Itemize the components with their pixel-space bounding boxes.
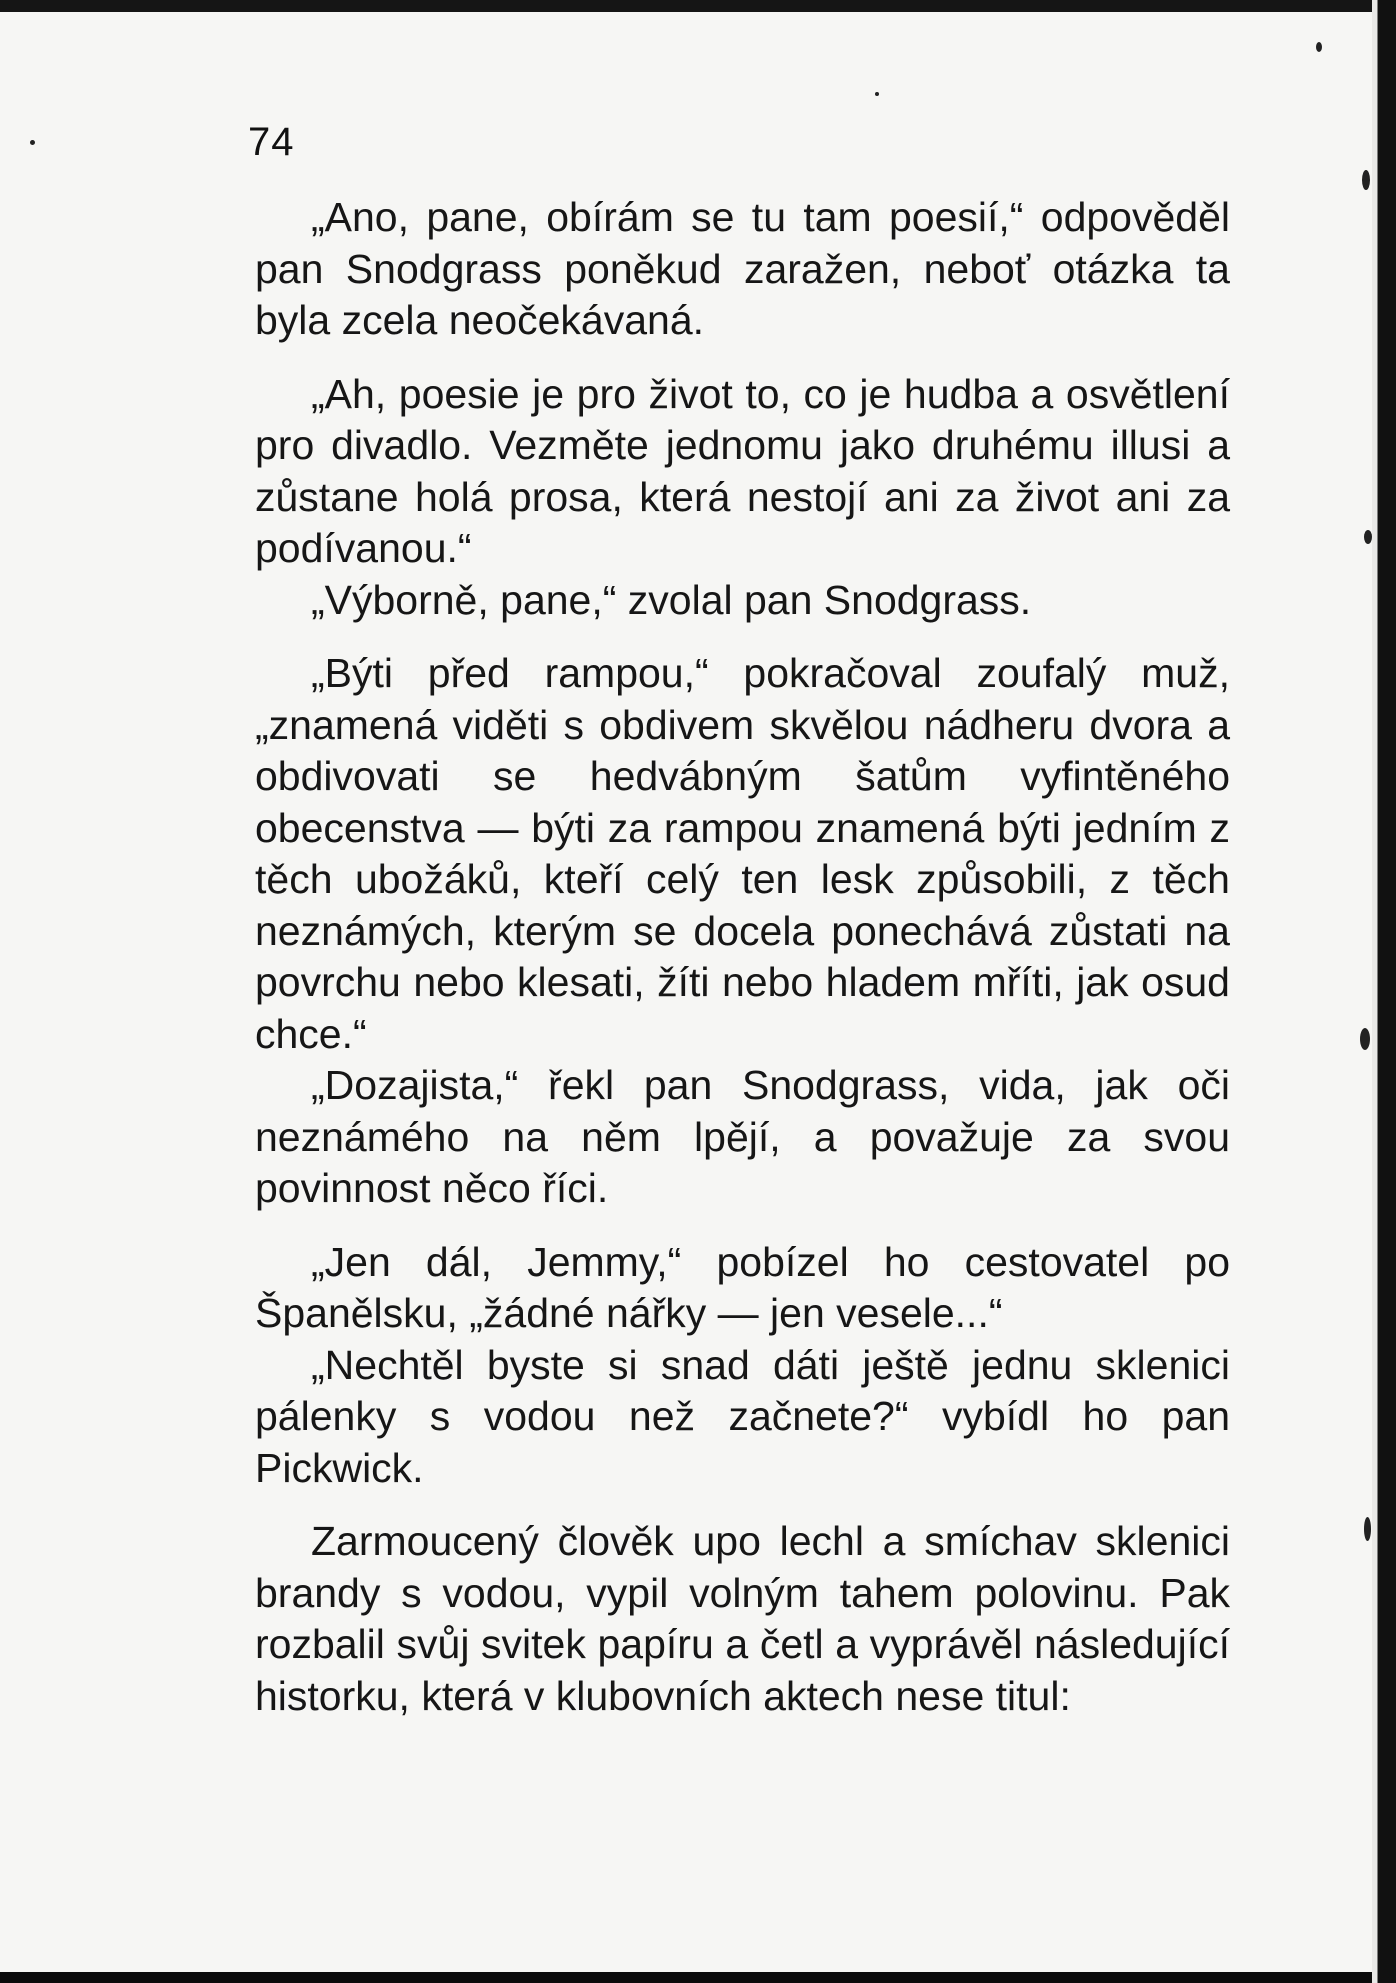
paragraph: „Výborně, pane,“ zvolal pan Snodgrass.	[311, 576, 1032, 623]
scan-speck	[30, 140, 35, 145]
paragraph: „Ano, pane, obírám se tu tam poesií,“ odpověděl pan Snodgrass poněkud zaražen, neboť otázka ta byla zcela neočekávaná.	[255, 194, 1230, 343]
scan-speck	[1362, 170, 1370, 190]
scan-speck	[1364, 530, 1372, 544]
paragraph: „Jen dál, Jemmy,“ pobízel ho cestovatel po Španělsku, „žádné nářky — jen vesele...“	[255, 1238, 1230, 1336]
paragraph: „Ah, poesie je pro život to, co je hudba a osvětlení pro divadlo. Vezměte jednomu jako druhému illusi a zůstane holá prosa, která nestojí ani za život ani za podívanou.“	[255, 370, 1230, 571]
scan-speck	[1316, 42, 1322, 52]
scan-speck	[875, 92, 879, 96]
body-text	[255, 192, 1230, 1722]
paragraph: „Dozajista,“ řekl pan Snodgrass, vida, jak oči neznámého na něm lpějí, a považuje za svou povinnost něco říci.	[255, 1062, 1230, 1211]
scan-speck	[1364, 1517, 1371, 1541]
page-number: 74	[248, 120, 295, 164]
scan-right-border	[1372, 0, 1396, 1983]
paragraph: „Nechtěl byste si snad dáti ještě jednu sklenici pálenky s vodou než začnete?“ vybídl ho pan Pickwick.	[255, 1341, 1230, 1491]
scan-top-border	[0, 0, 1396, 12]
scan-speck	[1360, 1028, 1370, 1050]
book-page	[0, 12, 1372, 1972]
paragraph: Zarmoucený člověk upo lechl a smíchav sklenici brandy s vodou, vypil volným tahem polovinu. Pak rozbalil svůj svitek papíru a četl a vyprávěl následující historku, která v klubovních aktech nese titul:	[255, 1518, 1230, 1719]
paragraph: „Býti před rampou,“ pokračoval zoufalý muž, „znamená viděti s obdivem skvělou nádheru dvora a obdivovati se hedvábným šatům vyfintěného obecenstva — býti za rampou znamená býti jedním z těch ubožáků, kteří celý ten lesk způsobili, z těch neznámých, kterým se docela ponechává zůstati na povrchu nebo klesati, žíti nebo hladem mříti, jak osud chce.“	[255, 650, 1230, 1057]
